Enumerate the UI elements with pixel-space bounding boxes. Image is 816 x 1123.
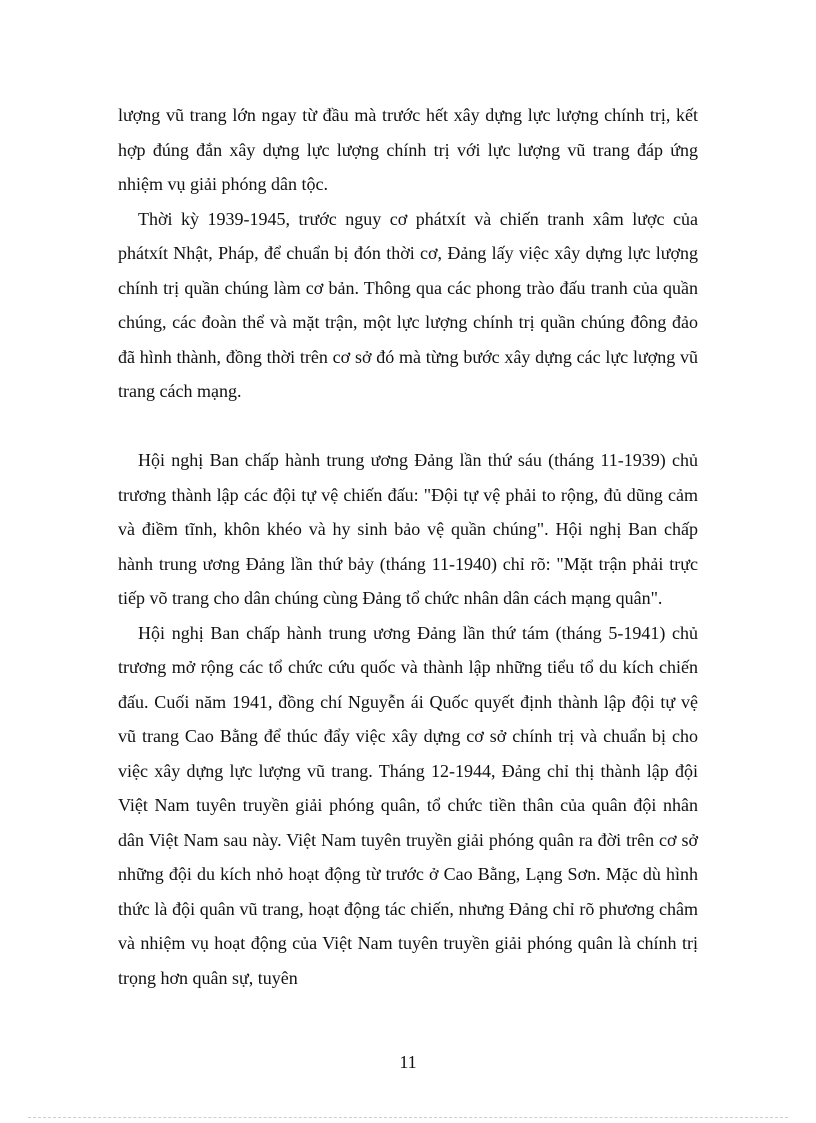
paragraph-continuation: lượng vũ trang lớn ngay từ đầu mà trước hết xây dựng lực lượng chính trị, kết hợp đúng đắn xây dựng lực lượng chính trị với lực lượng vũ trang đáp ứng nhiệm vụ giải phóng dân tộc. — [118, 105, 698, 194]
paragraph-period-1939-1945: Thời kỳ 1939-1945, trước nguy cơ phátxít và chiến tranh xâm lược của phátxít Nhật, Pháp, để chuẩn bị đón thời cơ, Đảng lấy việc xây dựng lực lượng chính trị quần chúng làm cơ bản. Thông qua các phong trào đấu tranh của quần chúng, các đoàn thể và mặt trận, một lực lượng chính trị quần chúng đông đảo đã hình thành, đồng thời trên cơ sở đó mà từng bước xây dựng các lực lượng vũ trang cách mạng. — [118, 208, 698, 401]
paragraph-eighth-conference: Hội nghị Ban chấp hành trung ương Đảng lần thứ tám (tháng 5-1941) chủ trương mở rộng các tổ chức cứu quốc và thành lập những tiểu tổ du kích chiến đấu. Cuối năm 1941, đồng chí Nguyễn ái Quốc quyết định thành lập đội tự vệ vũ trang Cao Bằng để thúc đẩy việc xây dựng cơ sở chính trị và chuẩn bị cho việc xây dựng lực lượng vũ trang. Tháng 12-1944, Đảng chỉ thị thành lập đội Việt Nam tuyên truyền giải phóng quân, tổ chức tiền thân của quân đội nhân dân Việt Nam sau này. Việt Nam tuyên truyền giải phóng quân ra đời trên cơ sở những đội du kích nhỏ hoạt động từ trước ở Cao Bằng, Lạng Sơn. Mặc dù hình thức là đội quân vũ trang, hoạt động tác chiến, nhưng Đảng chỉ rõ phương châm và nhiệm vụ hoạt động của Việt Nam tuyên truyền giải phóng quân là chính trị trọng hơn quân sự, tuyên — [118, 622, 698, 988]
paragraph-sixth-conference: Hội nghị Ban chấp hành trung ương Đảng lần thứ sáu (tháng 11-1939) chủ trương thành lập các đội tự vệ chiến đấu: "Đội tự vệ phải to rộng, đủ dũng cảm và điềm tĩnh, khôn khéo và hy sinh bảo vệ quần chúng". Hội nghị Ban chấp hành trung ương Đảng lần thứ bảy (tháng 11-1940) chỉ rõ: "Mặt trận phải trực tiếp võ trang cho dân chúng cùng Đảng tổ chức nhân dân cách mạng quân". — [118, 450, 698, 608]
page-bottom-divider — [28, 1117, 788, 1118]
text-section-2 — [118, 443, 698, 995]
page-number: 11 — [399, 1052, 417, 1072]
text-section-1 — [118, 98, 698, 409]
